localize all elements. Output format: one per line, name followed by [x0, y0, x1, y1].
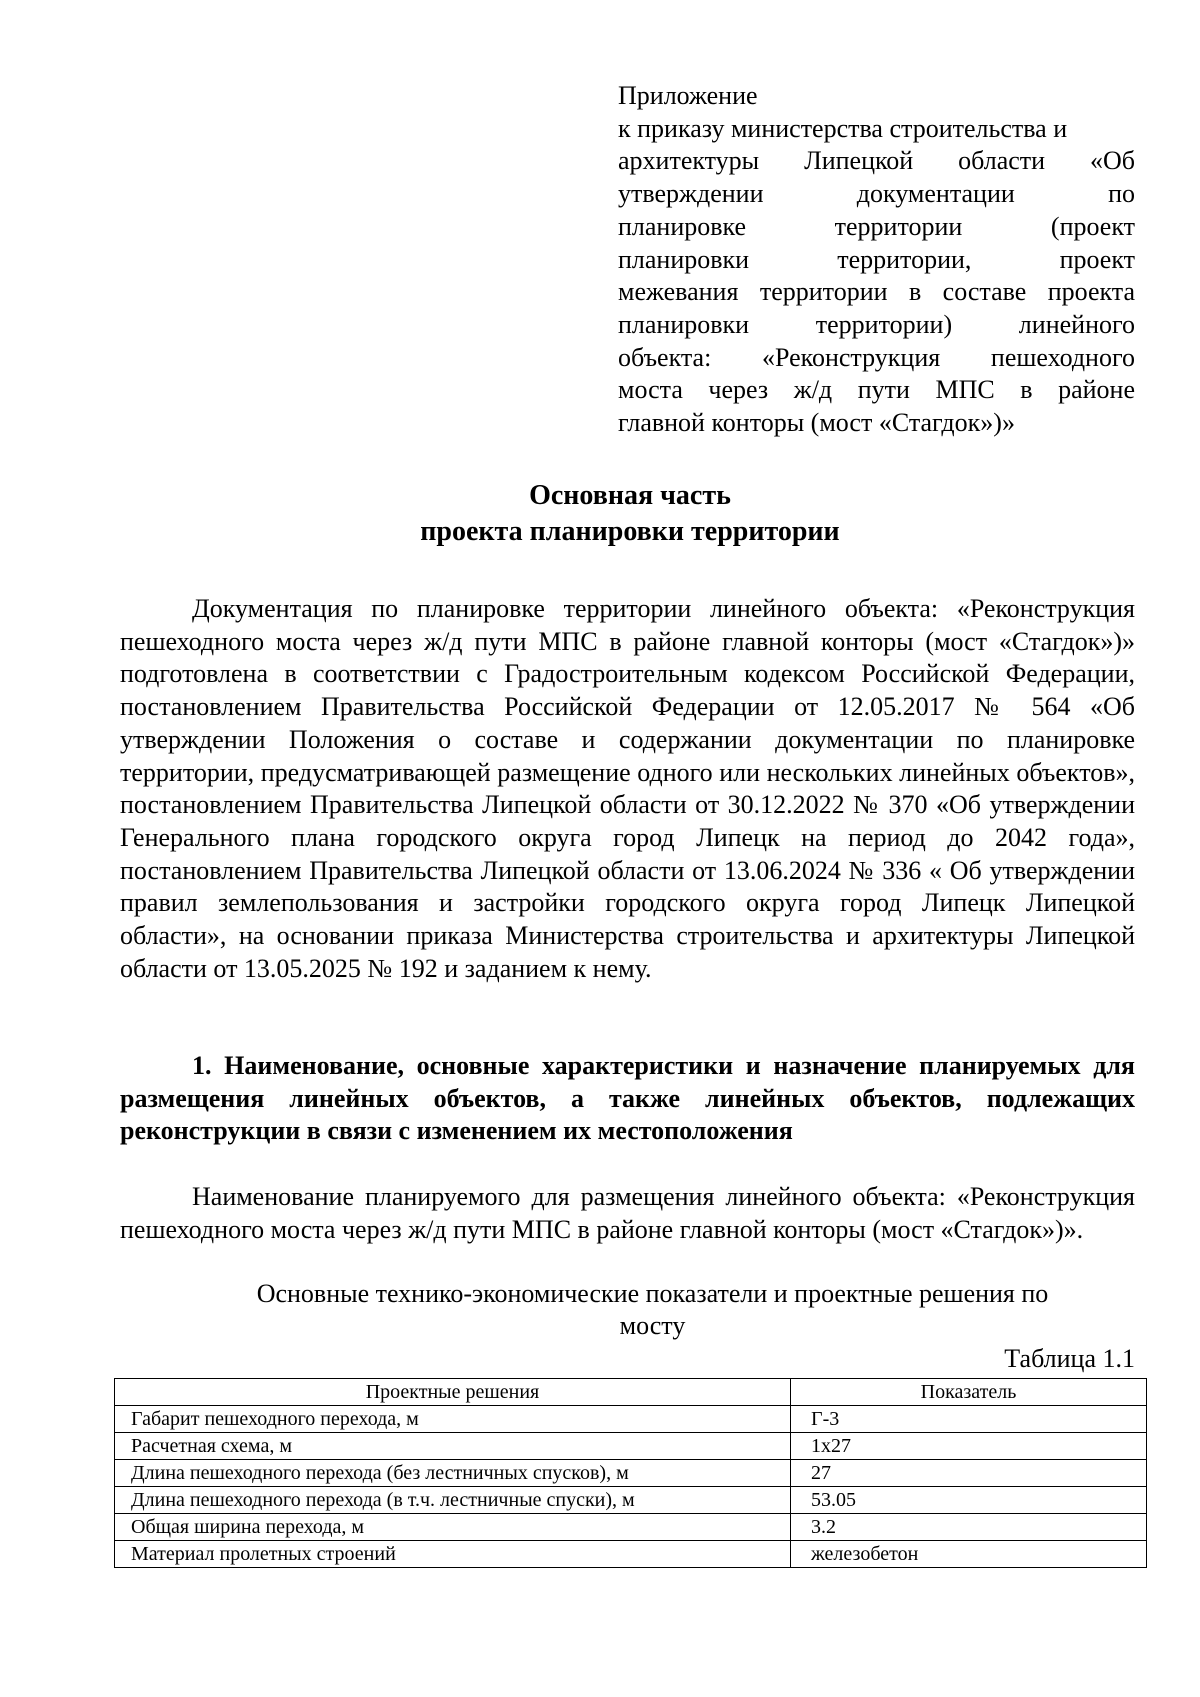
table-cell-label: Расчетная схема, м — [115, 1433, 791, 1460]
table-row — [115, 1487, 1147, 1514]
document-title — [0, 478, 1200, 550]
appendix-line: объекта: «Реконструкция пешеходного — [618, 342, 1135, 372]
table-cell-value: железобетон — [791, 1541, 1147, 1568]
appendix-line: к приказу министерства строительства и — [618, 113, 1068, 143]
appendix-line: моста через ж/д пути МПС в районе — [618, 375, 1135, 405]
appendix-line: Приложение — [618, 81, 758, 110]
table-caption — [225, 1278, 1080, 1342]
table-cell-label: Материал пролетных строений — [115, 1541, 791, 1568]
table-caption-line-1: Основные технико-экономические показатели и проектные решения по — [256, 1279, 1049, 1308]
header-design-solutions: Проектные решения — [115, 1379, 791, 1406]
table-caption-line-2: мосту — [619, 1311, 686, 1340]
appendix-line: утверждении документации по — [618, 179, 1135, 209]
table-cell-label: Общая ширина перехода, м — [115, 1514, 791, 1541]
table-cell-value: 1х27 — [791, 1433, 1147, 1460]
appendix-line: архитектуры Липецкой области «Об — [618, 146, 1135, 176]
table-cell-value: 53.05 — [791, 1487, 1147, 1514]
table-cell-label: Длина пешеходного перехода (без лестничных спусков), м — [115, 1460, 791, 1487]
table-row — [115, 1406, 1147, 1433]
table-cell-label: Длина пешеходного перехода (в т.ч. лестничные спуски), м — [115, 1487, 791, 1514]
table-number: Таблица 1.1 — [1004, 1344, 1135, 1373]
appendix-block — [618, 80, 1135, 440]
section-1-heading: 1. Наименование, основные характеристики и назначение планируемых для размещения линейных объектов, а также линейных объектов, подлежащих реконструкции в связи с изменением их местоположения — [120, 1051, 1135, 1146]
title-line-1: Основная часть — [529, 480, 731, 511]
appendix-line: планировки территории) линейного — [618, 309, 1135, 339]
table-row — [115, 1514, 1147, 1541]
table-header-row — [115, 1379, 1147, 1406]
appendix-line: межевания территории в составе проекта — [618, 277, 1135, 307]
table-cell-value: Г-3 — [791, 1406, 1147, 1433]
appendix-line: планировки территории, проект — [618, 244, 1135, 274]
table-cell-value: 27 — [791, 1460, 1147, 1487]
intro-paragraph: Документация по планировке территории линейного объекта: «Реконструкция пешеходного моста через ж/д пути МПС в районе главной конторы (мост «Стагдок»)» подготовлена в соответствии с Градостроительным кодексом Российской Федерации, постановлением Правительства Российской Федерации от 12.05.2017 № 564 «Об утверждении Положения о составе и содержании документации по планировке территории, предусматривающей размещение одного или нескольких линейных объектов», постановлением Правительства Липецкой области от 30.12.2022 № 370 «Об утверждении Генерального плана городского округа город Липецк на период до 2042 года», постановлением Правительства Липецкой области от 13.06.2024 № 336 « Об утверждении правил землепользования и застройки городского округа город Липецк Липецкой области», на основании приказа Министерства строительства и архитектуры Липецкой области от 13.05.2025 № 192 и заданием к нему. — [120, 594, 1135, 983]
table-row — [115, 1541, 1147, 1568]
section-1-paragraph: Наименование планируемого для размещения линейного объекта: «Реконструкция пешеходного моста через ж/д пути МПС в районе главной конторы (мост «Стагдок»)». — [120, 1182, 1135, 1244]
table-row — [115, 1433, 1147, 1460]
table-cell-value: 3.2 — [791, 1514, 1147, 1541]
specs-table — [114, 1378, 1147, 1568]
appendix-line: планировке территории (проект — [618, 211, 1135, 241]
table-cell-label: Габарит пешеходного перехода, м — [115, 1406, 791, 1433]
appendix-line: главной конторы (мост «Стагдок»)» — [618, 408, 1015, 438]
title-line-2: проекта планировки территории — [420, 516, 840, 547]
table-row — [115, 1460, 1147, 1487]
header-indicator: Показатель — [791, 1379, 1147, 1406]
